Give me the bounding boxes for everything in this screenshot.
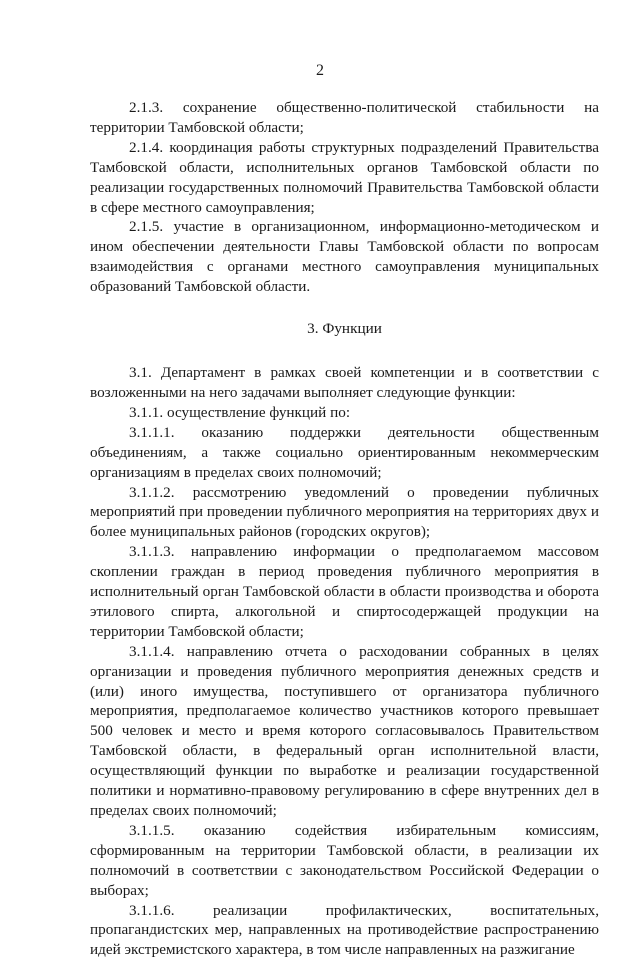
paragraph-3-1-1-3: 3.1.1.3. направлению информации о предполагаемом массовом скоплении граждан в период проведения публичного мероприятия в исполнительный орган Тамбовской области в области производства и оборота этилового спирта, алкогольной и спиртосодержащей продукции на территории Тамбовской области; xyxy=(90,543,599,640)
paragraph-2-1-3: 2.1.3. сохранение общественно-политической стабильности на территории Тамбовской области; xyxy=(90,99,599,136)
document-body xyxy=(90,98,599,960)
paragraph-3-1-1-6: 3.1.1.6. реализации профилактических, воспитательных, пропагандистских мер, направленных на противодействие распространению идей экстремистского характера, в том числе направленных на разжигание xyxy=(90,901,599,959)
paragraph-3-1-1: 3.1.1. осуществление функций по: xyxy=(129,403,351,421)
page-number: 2 xyxy=(316,62,324,79)
paragraph-3-1: 3.1. Департамент в рамках своей компетенции и в соответствии с возложенными на него задачами выполняет следующие функции: xyxy=(90,364,599,401)
section-heading: 3. Функции xyxy=(307,320,382,338)
paragraph-2-1-4: 2.1.4. координация работы структурных подразделений Правительства Тамбовской области, исполнительных органов Тамбовской области по реализации государственных полномочий Правительства Тамбовской области в сфере местного самоуправления; xyxy=(90,138,599,216)
paragraph-3-1-1-4: 3.1.1.4. направлению отчета о расходовании собранных в целях организации и проведения публичного мероприятия денежных средств и (или) иного имущества, поступившего от организатора публичного мероприятия, предполагаемое количество участников которого превышает 500 человек и место и время которого согласовывалось Правительством Тамбовской области, в федеральный орган исполнительной власти, осуществляющий функции по выработке и реализации государственной политики и нормативно-правовому регулированию в сфере внутренних дел в пределах своих полномочий; xyxy=(90,642,599,819)
paragraph-2-1-5: 2.1.5. участие в организационном, информационно-методическом и ином обеспечении деятельности Главы Тамбовской области по вопросам взаимодействия с органами местного самоуправления муниципальных образований Тамбовской области. xyxy=(90,218,599,296)
paragraph-3-1-1-1: 3.1.1.1. оказанию поддержки деятельности общественным объединениям, а также социально ориентированным некоммерческим организациям в пределах своих полномочий; xyxy=(90,423,599,481)
paragraph-3-1-1-2: 3.1.1.2. рассмотрению уведомлений о проведении публичных мероприятий при проведении публичного мероприятия на территориях двух и более муниципальных районов (городских округов); xyxy=(90,483,599,541)
paragraph-3-1-1-5: 3.1.1.5. оказанию содействия избирательным комиссиям, сформированным на территории Тамбовской области, в реализации их полномочий в соответствии с законодательством Российской Федерации о выборах; xyxy=(90,821,599,899)
